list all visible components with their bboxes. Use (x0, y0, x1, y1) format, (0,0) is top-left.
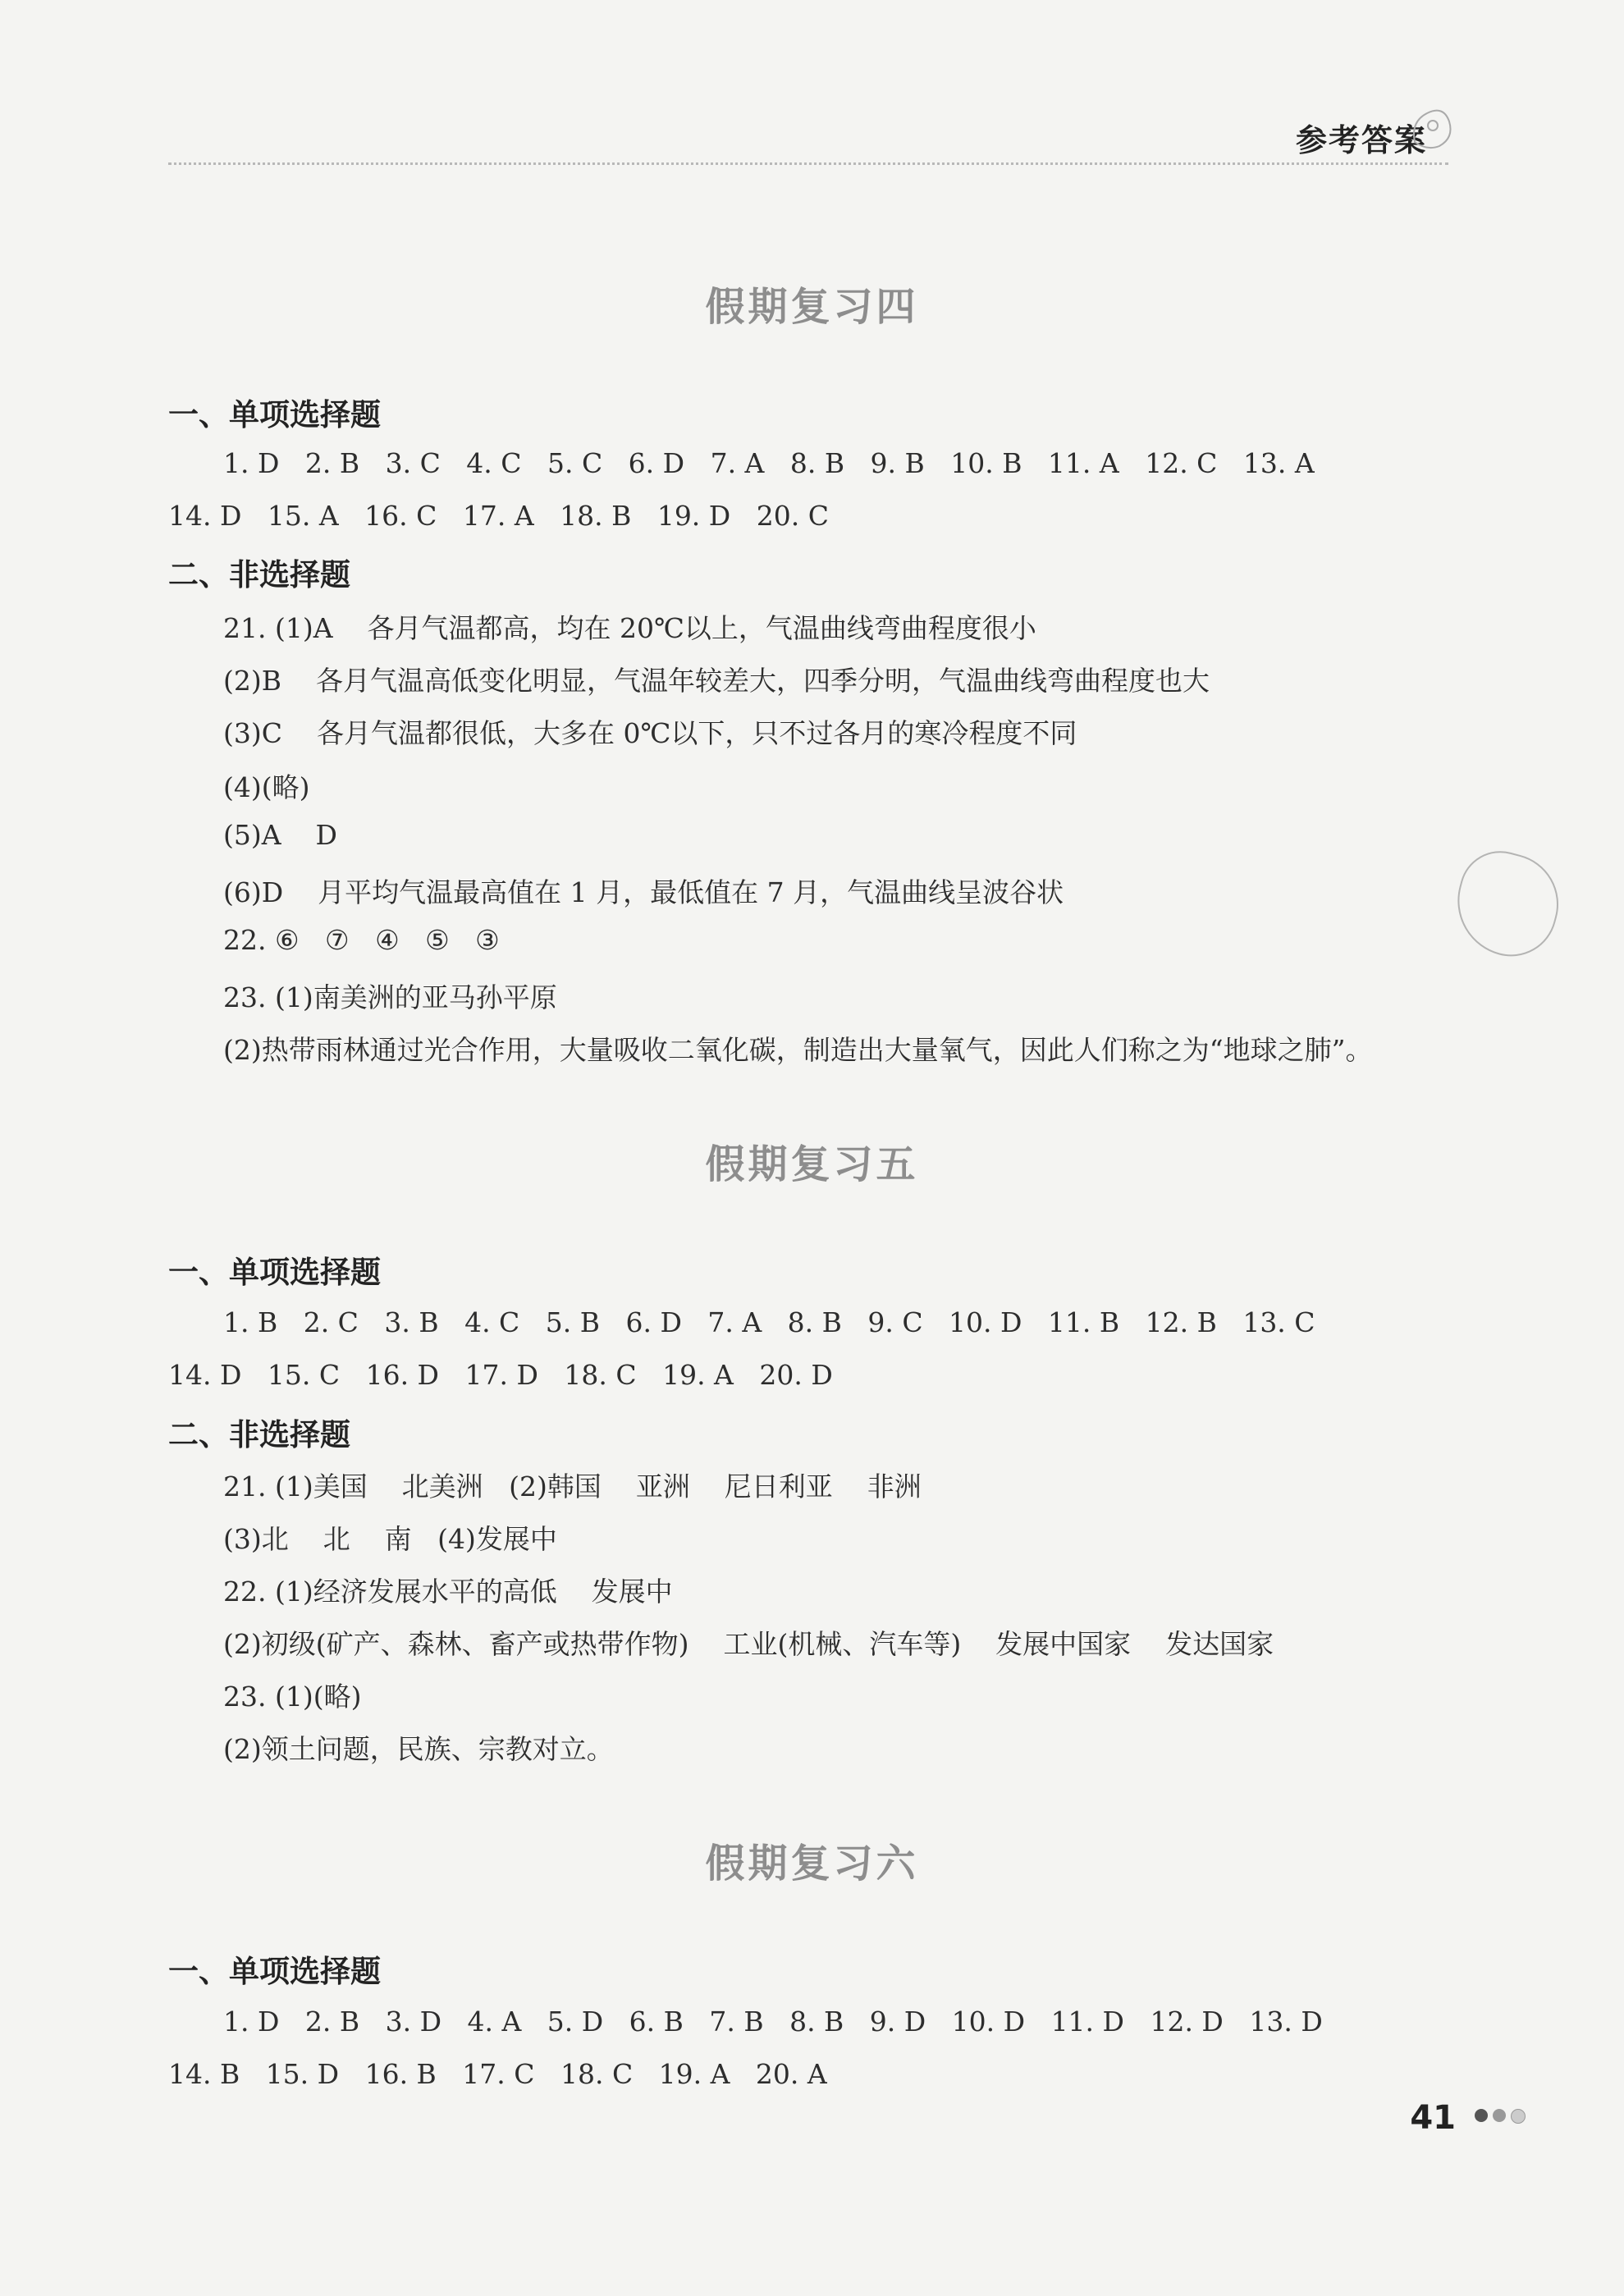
section-4-mc-line-1: 1. D 2. B 3. C 4. C 5. C 6. D 7. A 8. B 9. B 10. B 11. A 12. C 13. A (223, 447, 1315, 479)
section-6-mc-line-2: 14. B 15. D 16. B 17. C 18. C 19. A 20. A (168, 2058, 827, 2090)
section-6-heading-mc: 一、单项选择题 (168, 1954, 381, 1989)
page-dots-icon (1475, 2109, 1526, 2124)
section-4-answer-line: (2)热带雨林通过光合作用，大量吸收二氧化碳，制造出大量氧气，因此人们称之为“地球之肺”。 (223, 1034, 1373, 1066)
section-5-answer-line: (2)初级(矿产、森林、畜产或热带作物) 工业(机械、汽车等) 发展中国家 发达国家 (223, 1628, 1274, 1660)
section-4-answer-line: 23. (1)南美洲的亚马孙平原 (223, 981, 557, 1013)
section-6-mc-line-1: 1. D 2. B 3. D 4. A 5. D 6. B 7. B 8. B 9. D 10. D 11. D 12. D 13. D (223, 2006, 1323, 2038)
section-title-6: 假期复习六 (705, 1841, 919, 1887)
section-4-heading-open: 二、非选择题 (168, 557, 350, 592)
section-title-4: 假期复习四 (705, 284, 919, 330)
section-4-answer-line: 21. (1)A 各月气温都高，均在 20℃以上，气温曲线弯曲程度很小 (223, 612, 1036, 644)
section-title-5: 假期复习五 (705, 1141, 919, 1187)
section-4-heading-mc: 一、单项选择题 (168, 397, 381, 432)
section-5-mc-line-2: 14. D 15. C 16. D 17. D 18. C 19. A 20. D (168, 1359, 833, 1391)
stamp-icon (1445, 842, 1570, 967)
section-4-answer-line: (3)C 各月气温都很低，大多在 0℃以下，只不过各月的寒冷程度不同 (223, 717, 1077, 749)
section-5-answer-line: 23. (1)(略) (223, 1681, 362, 1713)
section-4-mc-line-2: 14. D 15. A 16. C 17. A 18. B 19. D 20. C (168, 500, 829, 532)
section-4-answer-line: (2)B 各月气温高低变化明显，气温年较差大，四季分明，气温曲线弯曲程度也大 (223, 665, 1210, 697)
page-number: 41 (1410, 2099, 1456, 2137)
mascot-ornament-icon (1407, 97, 1456, 154)
section-4-answer-line: (6)D 月平均气温最高值在 1 月，最低值在 7 月，气温曲线呈波谷状 (223, 876, 1064, 908)
header-label: 参考答案 (1295, 122, 1427, 158)
section-5-heading-mc: 一、单项选择题 (168, 1255, 381, 1290)
section-5-heading-open: 二、非选择题 (168, 1417, 350, 1452)
section-5-answer-line: (3)北 北 南 (4)发展中 (223, 1523, 557, 1555)
section-5-answer-line: 22. (1)经济发展水平的高低 发展中 (223, 1576, 673, 1608)
section-4-answer-line: 22. ⑥ ⑦ ④ ⑤ ③ (223, 924, 500, 956)
section-5-answer-line: 21. (1)美国 北美洲 (2)韩国 亚洲 尼日利亚 非洲 (223, 1470, 922, 1502)
section-5-mc-line-1: 1. B 2. C 3. B 4. C 5. B 6. D 7. A 8. B 9. C 10. D 11. B 12. B 13. C (223, 1306, 1315, 1338)
section-4-answer-line: (5)A D (223, 819, 337, 851)
header-divider (168, 162, 1448, 165)
section-4-answer-line: (4)(略) (223, 771, 310, 803)
section-5-answer-line: (2)领土问题，民族、宗教对立。 (223, 1733, 614, 1765)
